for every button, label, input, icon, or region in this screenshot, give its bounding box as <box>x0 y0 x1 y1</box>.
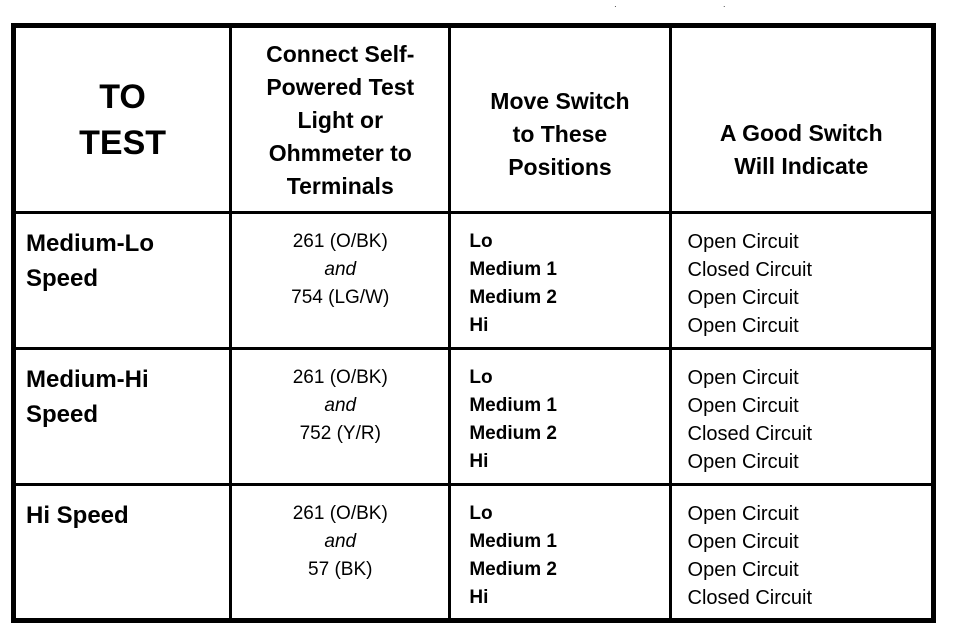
position-item: Medium 2 <box>469 423 557 444</box>
positions-cell <box>450 349 670 485</box>
indicate-item: Open Circuit <box>687 287 799 309</box>
header-line: Terminals <box>286 173 394 199</box>
indicate-cell <box>670 349 933 485</box>
header-line: Move Switch <box>490 88 630 114</box>
table-row <box>14 485 934 621</box>
table-row <box>14 349 934 485</box>
header-line: Light or <box>297 107 384 133</box>
indicate-item: Open Circuit <box>687 367 799 389</box>
header-line: Positions <box>508 154 612 180</box>
indicate-item: Closed Circuit <box>687 423 813 445</box>
table-row <box>14 213 934 349</box>
header-connect-terminals <box>231 26 450 213</box>
position-item: Lo <box>469 503 493 524</box>
header-to-test <box>14 26 231 213</box>
position-item: Hi <box>469 587 489 608</box>
header-line: Powered Test <box>266 74 415 100</box>
terminal-value: 754 (LG/W) <box>291 287 390 308</box>
positions-cell <box>450 213 670 349</box>
to-test-line: Medium-Hi <box>26 366 149 393</box>
indicate-item: Open Circuit <box>687 531 799 553</box>
terminal-connector: and <box>324 259 357 280</box>
terminals-cell <box>231 485 450 621</box>
to-test-line: Medium-Lo <box>26 230 154 257</box>
indicate-item: Open Circuit <box>687 559 799 581</box>
header-switch-positions <box>450 26 670 213</box>
indicate-item: Open Circuit <box>687 451 799 473</box>
indicate-cell <box>670 213 933 349</box>
position-item: Medium 1 <box>469 259 557 280</box>
header-line: Will Indicate <box>734 152 869 179</box>
terminals-cell <box>231 349 450 485</box>
position-item: Medium 2 <box>469 287 557 308</box>
header-line: Connect Self- <box>266 41 415 67</box>
terminal-connector: and <box>324 395 357 416</box>
terminal-value: 261 (O/BK) <box>292 367 388 388</box>
to-test-line: Hi Speed <box>26 502 129 529</box>
terminal-connector: and <box>324 531 357 552</box>
header-line: to These <box>512 121 608 147</box>
terminal-value: 261 (O/BK) <box>292 231 388 252</box>
terminal-value: 261 (O/BK) <box>292 503 388 524</box>
position-item: Medium 1 <box>469 395 557 416</box>
position-item: Lo <box>469 367 493 388</box>
switch-test-table <box>11 23 936 623</box>
positions-cell <box>450 485 670 621</box>
scan-specks: · · <box>614 2 778 11</box>
to-test-line: Speed <box>26 401 99 428</box>
indicate-item: Open Circuit <box>687 231 799 253</box>
indicate-item: Closed Circuit <box>687 259 813 281</box>
header-line: TEST <box>79 123 167 162</box>
position-item: Medium 1 <box>469 531 557 552</box>
header-line: Ohmmeter to <box>268 140 412 166</box>
indicate-item: Closed Circuit <box>687 587 813 609</box>
terminal-value: 57 (BK) <box>308 559 373 580</box>
position-item: Medium 2 <box>469 559 557 580</box>
header-line: TO <box>99 77 146 116</box>
header-row <box>14 26 934 213</box>
indicate-item: Open Circuit <box>687 395 799 417</box>
terminal-value: 752 (Y/R) <box>299 423 381 444</box>
indicate-item: Open Circuit <box>687 503 799 525</box>
to-test-line: Speed <box>26 265 99 292</box>
position-item: Hi <box>469 451 489 472</box>
indicate-cell <box>670 485 933 621</box>
indicate-item: Open Circuit <box>687 315 799 337</box>
to-test-cell <box>14 349 231 485</box>
header-good-switch-indicates <box>670 26 933 213</box>
header-line: A Good Switch <box>719 119 883 146</box>
to-test-cell <box>14 213 231 349</box>
terminals-cell <box>231 213 450 349</box>
position-item: Hi <box>469 315 489 336</box>
position-item: Lo <box>469 231 493 252</box>
to-test-cell <box>14 485 231 621</box>
